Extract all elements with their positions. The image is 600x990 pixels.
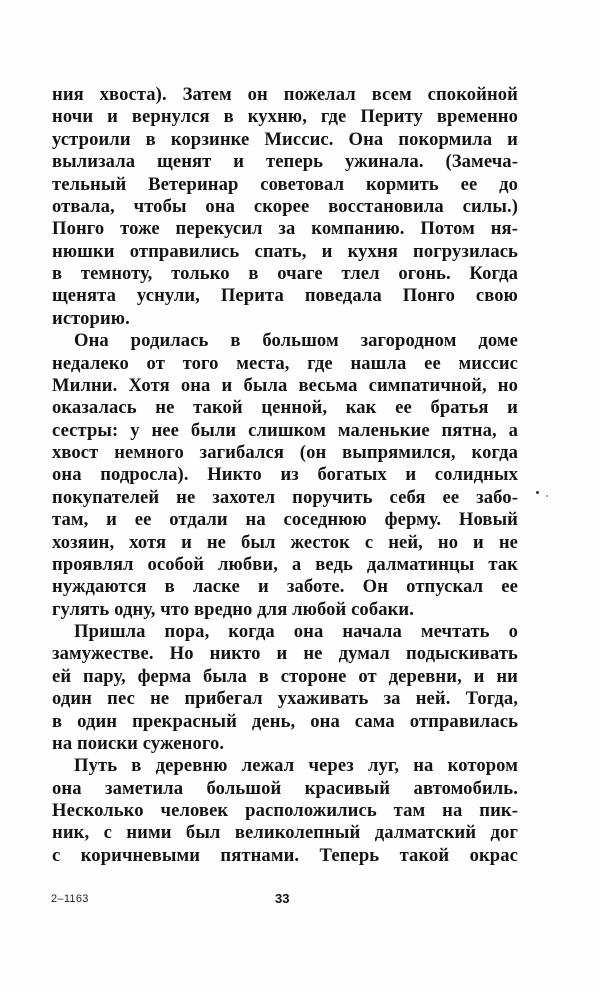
text-line: тельный Ветеринар советовал кормить ее до xyxy=(52,173,518,195)
text-line: проявлял особой любви, а ведь далматинцы так xyxy=(52,553,518,575)
text-line: устроили в корзинке Миссис. Она покормила и xyxy=(52,128,518,150)
text-line: ей пару, ферма была в стороне от деревни, и ни xyxy=(52,665,518,687)
text-line: вылизала щенят и теперь ужинала. (Замеча- xyxy=(52,151,518,173)
text-line: Она родилась в большом загородном доме xyxy=(74,330,518,352)
text-line: замужестве. Но никто и не думал подыскивать xyxy=(52,643,518,665)
text-line: нюшки отправились спать, и кухня погрузилась xyxy=(52,240,518,262)
text-line: недалеко от того места, где нашла ее миссис xyxy=(52,352,518,374)
text-line: гулять одну, что вредно для любой собаки. xyxy=(52,598,414,620)
scan-speck xyxy=(546,495,548,497)
text-line: Путь в деревню лежал через луг, на котором xyxy=(74,755,518,777)
text-line: в темноту, только в очаге тлел огонь. Когда xyxy=(52,263,518,284)
page-footer xyxy=(0,893,600,913)
text-line: Несколько человек расположились там на пик- xyxy=(52,800,518,821)
text-line: хозяин, хотя и не был жесток с ней, но и не xyxy=(52,531,518,553)
text-line: щенята уснули, Перита поведала Понго свою xyxy=(52,285,518,307)
text-line: с коричневыми пятнами. Теперь такой окрас xyxy=(52,844,518,866)
text-line: сестры: у нее были слишком маленькие пятна, а xyxy=(52,419,518,441)
text-line: ник, с ними был великолепный далматский дог xyxy=(52,822,518,844)
text-line: оказалась не такой ценной, как ее братья и xyxy=(52,397,518,419)
text-line: покупателей не захотел поручить себя ее забо- xyxy=(52,486,518,508)
text-line: на поиски суженого. xyxy=(52,732,225,754)
text-line: в один прекрасный день, она сама отправилась xyxy=(52,710,518,732)
scan-speck xyxy=(536,491,539,494)
text-line: ния хвоста). Затем он пожелал всем спокойной xyxy=(52,84,518,105)
text-line: один пес не прибегал ухаживать за ней. Тогда, xyxy=(52,688,518,710)
text-line: отвала, чтобы она скорее восстановила силы.) xyxy=(52,195,518,217)
text-line: хвост немного загибался (он выпрямился, когда xyxy=(52,442,518,463)
body-text xyxy=(52,84,518,867)
text-line: Понго тоже перекусил за компанию. Потом ня- xyxy=(52,218,518,240)
text-line: Милни. Хотя она и была весьма симпатичной, но xyxy=(52,374,518,396)
text-line: ночи и вернулся в кухню, где Периту временно xyxy=(52,106,518,128)
text-line: она подросла). Никто из богатых и солидных xyxy=(52,464,518,486)
printer-signature: 2–1163 xyxy=(51,893,89,905)
page-number: 33 xyxy=(275,891,290,906)
text-line: она заметила большой красивый автомобиль. xyxy=(52,777,518,799)
text-line: историю. xyxy=(52,307,130,329)
text-line: нуждаются в ласке и заботе. Он отпускал ее xyxy=(52,576,518,598)
text-line: там, и ее отдали на соседнюю ферму. Новый xyxy=(52,509,518,531)
text-line: Пришла пора, когда она начала мечтать о xyxy=(74,621,518,642)
